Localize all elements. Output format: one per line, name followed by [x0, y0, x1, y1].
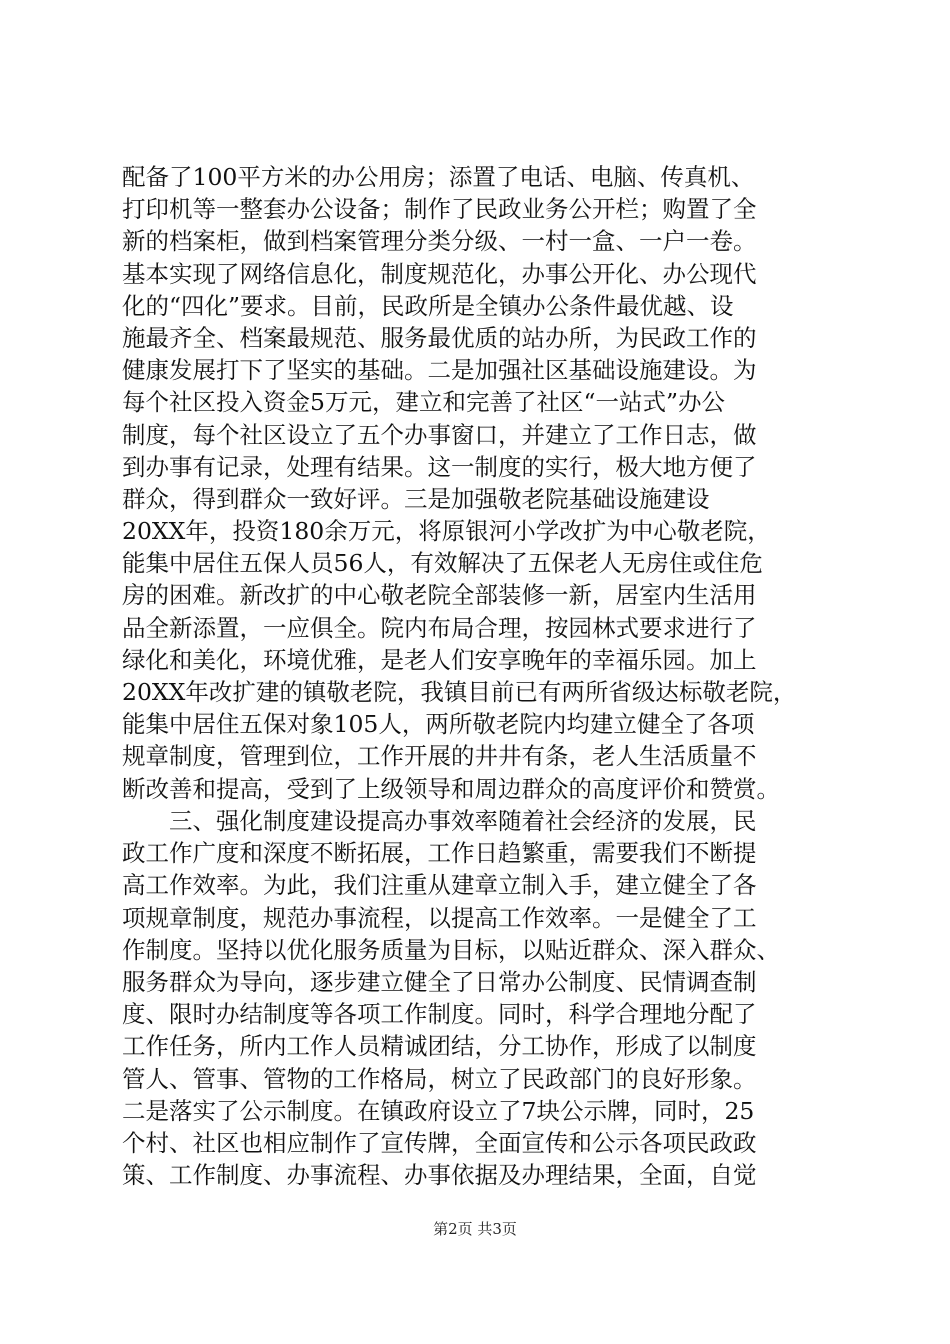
text-line: 品全新添置，一应俱全。院内布局合理，按园林式要求进行了 — [122, 613, 757, 642]
text-line: 策、工作制度、办事流程、办事依据及办理结果，全面，自觉 — [122, 1161, 757, 1190]
text-line: 个村、社区也相应制作了宣传牌，全面宣传和公示各项民政政 — [122, 1128, 757, 1157]
text-line: 新的档案柜，做到档案管理分类分级、一村一盒、一户一卷。 — [122, 227, 757, 256]
text-line: 健康发展打下了坚实的基础。二是加强社区基础设施建设。为 — [122, 356, 757, 385]
text-line: 二是落实了公示制度。在镇政府设立了7块公示牌，同时，25 — [122, 1096, 755, 1125]
text-line: 20XX年改扩建的镇敬老院，我镇目前已有两所省级达标敬老院， — [122, 678, 797, 706]
text-line: 化的“四化”要求。目前，民政所是全镇办公条件最优越、设 — [122, 291, 734, 320]
body-paragraph-1 — [122, 161, 838, 805]
text-line: 政工作广度和深度不断拓展，工作日趋繁重，需要我们不断提 — [122, 839, 757, 868]
text-line: 作制度。坚持以优化服务质量为目标，以贴近群众、深入群众、 — [122, 935, 780, 964]
text-line: 度、限时办结制度等各项工作制度。同时，科学合理地分配了 — [122, 1000, 757, 1029]
text-line: 房的困难。新改扩的中心敬老院全部装修一新，居室内生活用 — [122, 581, 757, 610]
text-line: 配备了100平方米的办公用房；添置了电话、电脑、传真机、 — [122, 163, 755, 191]
text-line: 能集中居住五保人员56人，有效解决了五保老人无房住或住危 — [122, 549, 763, 578]
text-line: 群众，得到群众一致好评。三是加强敬老院基础设施建设 — [122, 484, 710, 513]
text-line: 制度，每个社区设立了五个办事窗口，并建立了工作日志，做 — [122, 420, 757, 449]
text-line: 施最齐全、档案最规范、服务最优质的站办所，为民政工作的 — [122, 323, 757, 352]
text-line: 绿化和美化，环境优雅，是老人们安享晚年的幸福乐园。加上 — [122, 645, 757, 674]
text-line: 服务群众为导向，逐步建立健全了日常办公制度、民情调查制 — [122, 967, 757, 996]
text-line: 20XX年，投资180余万元，将原银河小学改扩为中心敬老院， — [122, 517, 771, 546]
text-line: 基本实现了网络信息化，制度规范化，办事公开化、办公现代 — [122, 259, 757, 288]
page-number-footer: 第2页 共3页 — [433, 1220, 517, 1238]
text-line: 项规章制度，规范办事流程，以提高工作效率。一是健全了工 — [122, 903, 757, 932]
text-line: 规章制度，管理到位，工作开展的井井有条，老人生活质量不 — [122, 742, 757, 771]
text-line: 三、强化制度建设提高办事效率随着社会经济的发展，民 — [122, 807, 757, 835]
text-line: 高工作效率。为此，我们注重从建章立制入手，建立健全了各 — [122, 871, 757, 900]
text-line: 能集中居住五保对象105人，两所敬老院内均建立健全了各项 — [122, 710, 755, 739]
text-line: 到办事有记录，处理有结果。这一制度的实行，极大地方便了 — [122, 452, 757, 481]
body-paragraph-2 — [122, 805, 838, 1191]
text-line: 工作任务，所内工作人员精诚团结，分工协作，形成了以制度 — [122, 1032, 757, 1061]
text-line: 断改善和提高，受到了上级领导和周边群众的高度评价和赞赏。 — [122, 774, 780, 803]
text-line: 管人、管事、管物的工作格局，树立了民政部门的良好形象。 — [122, 1064, 757, 1093]
text-line: 打印机等一整套办公设备；制作了民政业务公开栏；购置了全 — [122, 195, 757, 224]
text-line: 每个社区投入资金5万元，建立和完善了社区“一站式”办公 — [122, 388, 725, 417]
